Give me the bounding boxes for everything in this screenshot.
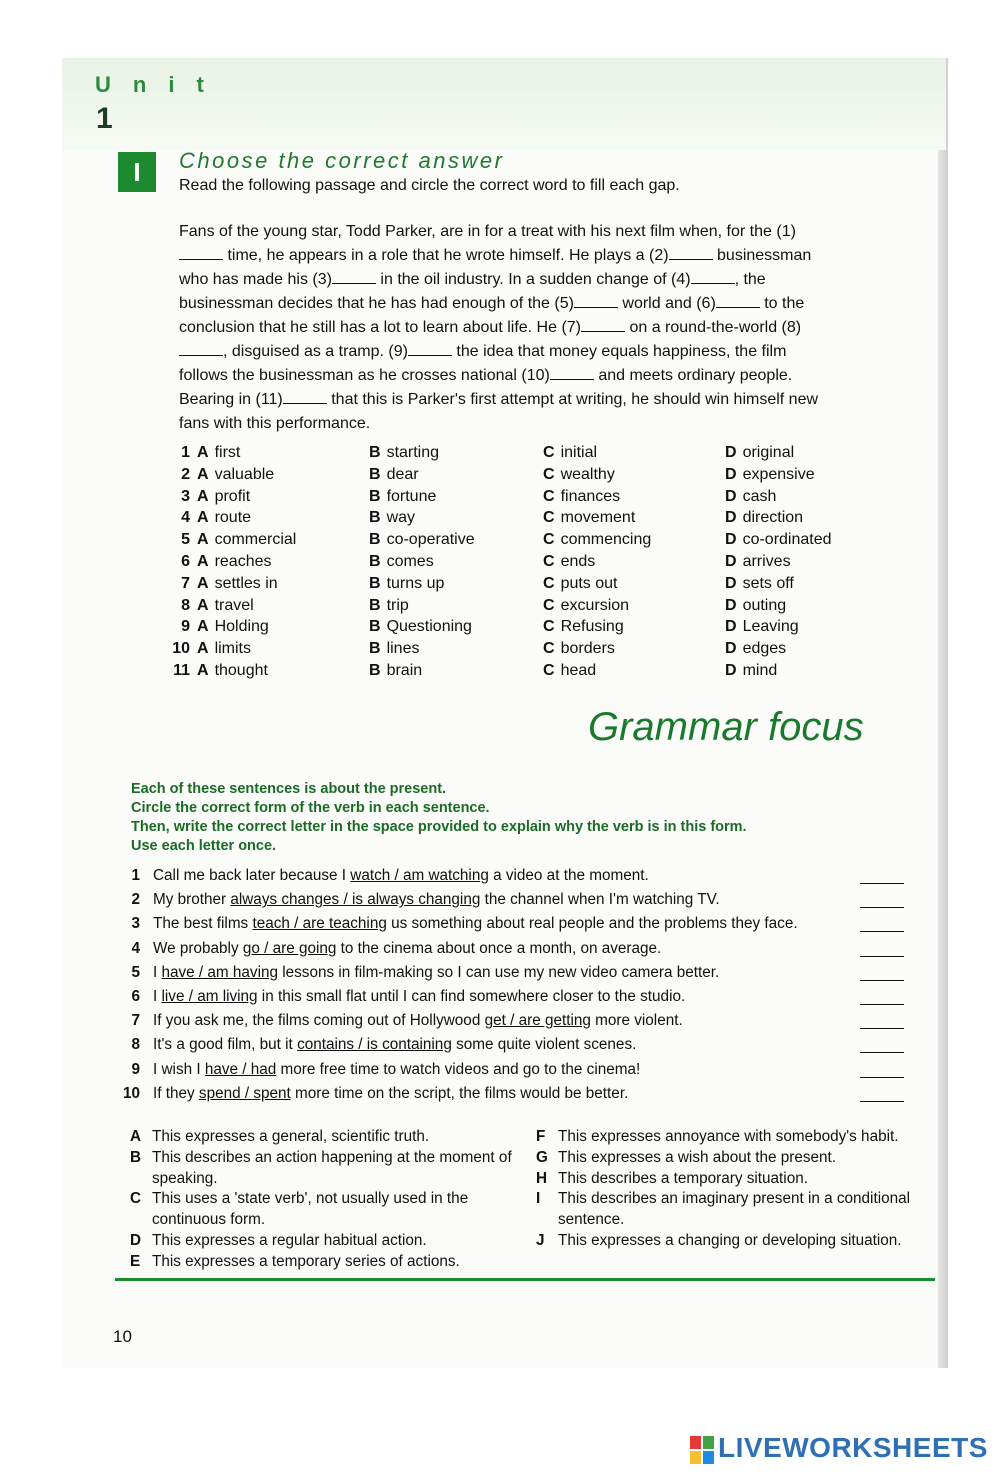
verb-choice[interactable]: get / are getting xyxy=(484,1012,591,1030)
option-d[interactable]: D mind xyxy=(725,661,778,679)
answer-line[interactable] xyxy=(860,1028,904,1029)
option-c[interactable]: C excursion xyxy=(543,596,630,614)
option-b[interactable]: B starting xyxy=(369,444,440,461)
sentence-row: 8 It's a good film, but it contains / is containing some quite violent scenes. xyxy=(118,1036,908,1060)
gap-8[interactable] xyxy=(179,342,223,356)
option-number: 8 xyxy=(181,596,190,614)
option-c[interactable]: C finances xyxy=(543,487,621,505)
option-number: 9 xyxy=(181,618,190,636)
option-c[interactable]: C head xyxy=(543,661,597,679)
option-a[interactable]: A profit xyxy=(197,487,251,505)
option-row xyxy=(170,531,870,553)
explanation-i: I This describes an imaginary present in a conditional sentence. xyxy=(536,1190,911,1229)
explanation-j: J This expresses a changing or developing situation. xyxy=(536,1231,902,1249)
passage-text: businessman who has made his (3) xyxy=(179,247,812,288)
passage-text: , the businessman decides that he has had enough of the (5) xyxy=(179,271,766,312)
option-b[interactable]: B dear xyxy=(369,465,419,483)
option-a[interactable]: A commercial xyxy=(197,531,297,549)
instruction-line: Circle the correct form of the verb in each sentence. xyxy=(131,800,490,816)
explanation-f: F This expresses annoyance with somebody's habit. xyxy=(536,1128,899,1145)
gap-5[interactable] xyxy=(574,294,618,308)
option-c[interactable]: C movement xyxy=(543,509,636,527)
option-number: 5 xyxy=(181,531,190,549)
option-a[interactable]: A route xyxy=(197,509,252,527)
answer-line[interactable] xyxy=(860,931,904,932)
option-number: 3 xyxy=(181,487,190,505)
instruction-line: Each of these sentences is about the present. xyxy=(131,781,447,797)
verb-choice[interactable]: watch / am watching xyxy=(350,867,489,884)
option-b[interactable]: B fortune xyxy=(369,487,437,505)
grammar-sentences xyxy=(118,867,908,1109)
explanations-left xyxy=(130,1127,520,1273)
option-a[interactable]: A limits xyxy=(197,640,251,658)
option-b[interactable]: B trip xyxy=(369,596,409,614)
passage-text: to the conclusion that he still has a lot to learn about life. He (7) xyxy=(179,295,805,336)
option-row xyxy=(170,597,870,619)
explanation-e: E This expresses a temporary series of actions. xyxy=(130,1252,460,1270)
option-d[interactable]: D direction xyxy=(725,509,804,527)
option-c[interactable]: C wealthy xyxy=(543,465,615,483)
passage-text: the idea that money xyxy=(456,343,597,360)
option-b[interactable]: B Questioning xyxy=(369,618,472,636)
option-a[interactable]: A first xyxy=(197,444,241,461)
option-row xyxy=(170,553,870,575)
explanation-b: B This describes an action happening at the moment of speaking. xyxy=(130,1148,512,1187)
section-instruction: Read the following passage and circle the correct word to fill each gap. xyxy=(179,177,680,194)
option-row xyxy=(170,618,870,640)
gap-1[interactable] xyxy=(179,246,223,260)
option-b[interactable]: B turns up xyxy=(369,574,445,592)
option-b[interactable]: B brain xyxy=(369,661,423,679)
option-d[interactable]: D arrives xyxy=(725,552,791,570)
bottom-divider xyxy=(115,1278,935,1281)
sentence-row: 1 Call me back later because I watch / am watching a video at the moment. xyxy=(118,867,908,891)
option-d[interactable]: D outing xyxy=(725,596,787,614)
passage-text: and meets ordinary people. Bearing in (11) xyxy=(179,367,793,408)
option-d[interactable]: D cash xyxy=(725,487,777,505)
option-number: 2 xyxy=(181,465,190,483)
option-c[interactable]: C commencing xyxy=(543,531,652,549)
option-b[interactable]: B comes xyxy=(369,552,434,570)
passage-text: (4) xyxy=(671,271,691,288)
option-number: 10 xyxy=(172,640,190,658)
passage-text: world xyxy=(622,295,661,312)
option-number: 7 xyxy=(181,574,190,592)
option-row xyxy=(170,488,870,510)
grammar-instructions xyxy=(131,780,747,856)
verb-choice[interactable]: have / had xyxy=(204,1060,277,1078)
option-d[interactable]: D co-ordinated xyxy=(725,531,832,549)
answer-line[interactable] xyxy=(860,1077,904,1078)
option-a[interactable]: A reaches xyxy=(197,552,272,570)
sentence-row: 3 The best films teach / are teaching us something about real people and the problems they face. xyxy=(118,915,908,939)
option-c[interactable]: C puts out xyxy=(543,574,618,592)
reading-passage xyxy=(179,220,839,436)
verb-choice[interactable]: spend / spent xyxy=(198,1084,291,1102)
passage-text: and (6) xyxy=(665,295,716,312)
verb-choice[interactable]: go / are going xyxy=(242,939,337,957)
answer-line[interactable] xyxy=(860,1004,904,1005)
sentence-row: 2 My brother always changes / is always changing the channel when I'm watching TV. xyxy=(118,891,908,915)
option-b[interactable]: B co-operative xyxy=(369,531,475,549)
option-number: 6 xyxy=(181,552,190,570)
option-d[interactable]: D sets off xyxy=(725,574,794,592)
answer-line[interactable] xyxy=(860,907,904,908)
explanation-c: C This uses a 'state verb', not usually used in the continuous form. xyxy=(130,1190,469,1229)
option-row xyxy=(170,444,870,466)
passage-text: on a round-the-world (8) xyxy=(629,319,802,336)
explanation-h: H This describes a temporary situation. xyxy=(536,1169,808,1187)
answer-line[interactable] xyxy=(860,883,904,884)
option-row xyxy=(170,662,870,684)
option-row xyxy=(170,466,870,488)
gap-11[interactable] xyxy=(283,390,327,404)
unit-label: Unit xyxy=(95,72,226,97)
option-b[interactable]: B lines xyxy=(369,640,420,658)
option-c[interactable]: C borders xyxy=(543,640,615,658)
option-d[interactable]: D expensive xyxy=(725,465,815,483)
option-row xyxy=(170,509,870,531)
option-b[interactable]: B way xyxy=(369,509,416,527)
option-c[interactable]: C initial xyxy=(543,444,598,461)
passage-text: in the oil industry. In a sudden change of xyxy=(380,271,667,288)
gap-3[interactable] xyxy=(332,270,376,284)
option-number: 4 xyxy=(181,509,190,527)
answer-line[interactable] xyxy=(860,1052,904,1053)
verb-choice[interactable]: have / am having xyxy=(161,963,278,981)
page-edge xyxy=(938,58,948,1368)
option-a[interactable]: A Holding xyxy=(197,618,269,636)
explanation-a: A This expresses a general, scientific truth. xyxy=(130,1128,430,1145)
logo-icon xyxy=(690,1436,716,1466)
sentence-row: 9 I wish I have / had more free time to watch videos and go to the cinema! xyxy=(118,1061,908,1085)
explanations-right xyxy=(536,1127,916,1252)
verb-choice[interactable]: contains / is containing xyxy=(297,1036,452,1054)
gap-10[interactable] xyxy=(550,366,594,380)
option-number: 11 xyxy=(173,661,190,679)
sentence-row: 10 If they spend / spent more time on the script, the films would be better. xyxy=(118,1085,908,1109)
option-d[interactable]: D original xyxy=(725,444,795,461)
option-number: 1 xyxy=(181,444,190,461)
page-number: 10 xyxy=(113,1327,132,1346)
unit-number: 1 xyxy=(96,102,113,135)
option-a[interactable]: A thought xyxy=(197,661,268,679)
logo-text: LIVEWORKSHEETS xyxy=(718,1432,988,1463)
passage-text: equals happiness, the film follows the businessman as he crosses national (10) xyxy=(179,343,787,384)
sentence-row: 6 I live / am living in this small flat until I can find somewhere closer to the studio. xyxy=(118,988,908,1012)
explanation-d: D This expresses a regular habitual action. xyxy=(130,1231,427,1249)
gap-6[interactable] xyxy=(716,294,760,308)
section-title: Choose the correct answer xyxy=(179,148,505,173)
option-d[interactable]: D Leaving xyxy=(725,618,799,636)
option-a[interactable]: A valuable xyxy=(197,465,275,483)
passage-text: writing, he should win himself new fans with this performance. xyxy=(179,391,819,432)
explanation-g: G This expresses a wish about the present. xyxy=(536,1148,837,1166)
passage-text: time, he appears in a role that he wrote himself. He plays a (2) xyxy=(227,247,669,264)
gap-9[interactable] xyxy=(408,342,452,356)
instruction-line: Use each letter once. xyxy=(131,838,277,854)
option-d[interactable]: D edges xyxy=(725,640,787,658)
answer-line[interactable] xyxy=(860,980,904,981)
option-row xyxy=(170,575,870,597)
gap-7[interactable] xyxy=(581,318,625,332)
option-row xyxy=(170,640,870,662)
passage-text: that this is Parker's first attempt at xyxy=(331,391,572,408)
sentence-row: 5 I have / am having lessons in film-making so I can use my new video camera better. xyxy=(118,964,908,988)
grammar-focus-title: Grammar focus xyxy=(588,705,864,749)
gap-2[interactable] xyxy=(669,246,713,260)
liveworksheets-logo xyxy=(690,1432,990,1466)
answer-line[interactable] xyxy=(860,956,904,957)
verb-choice[interactable]: teach / are teaching xyxy=(252,915,387,933)
passage-text: (1) xyxy=(776,223,796,240)
gap-4[interactable] xyxy=(691,270,735,284)
sentence-row: 4 We probably go / are going to the cinema about once a month, on average. xyxy=(118,940,908,964)
passage-text: , disguised as a tramp. (9) xyxy=(223,343,408,360)
option-c[interactable]: C Refusing xyxy=(543,618,624,636)
option-a[interactable]: A settles in xyxy=(197,574,278,592)
verb-choice[interactable]: live / am living xyxy=(161,987,258,1005)
sentence-row: 7 If you ask me, the films coming out of Hollywood get / are getting more violent. xyxy=(118,1012,908,1036)
instruction-line: Then, write the correct letter in the space provided to explain why the verb is in this form. xyxy=(131,819,747,835)
section-badge: I xyxy=(118,152,156,192)
option-a[interactable]: A travel xyxy=(197,596,254,614)
answer-line[interactable] xyxy=(860,1101,904,1102)
option-c[interactable]: C ends xyxy=(543,552,596,570)
passage-text: Fans of the young star, Todd Parker, are in for a treat with his next film when, for the xyxy=(179,223,772,240)
options-table xyxy=(170,444,870,684)
verb-choice[interactable]: always changes / is always changing xyxy=(230,891,481,909)
